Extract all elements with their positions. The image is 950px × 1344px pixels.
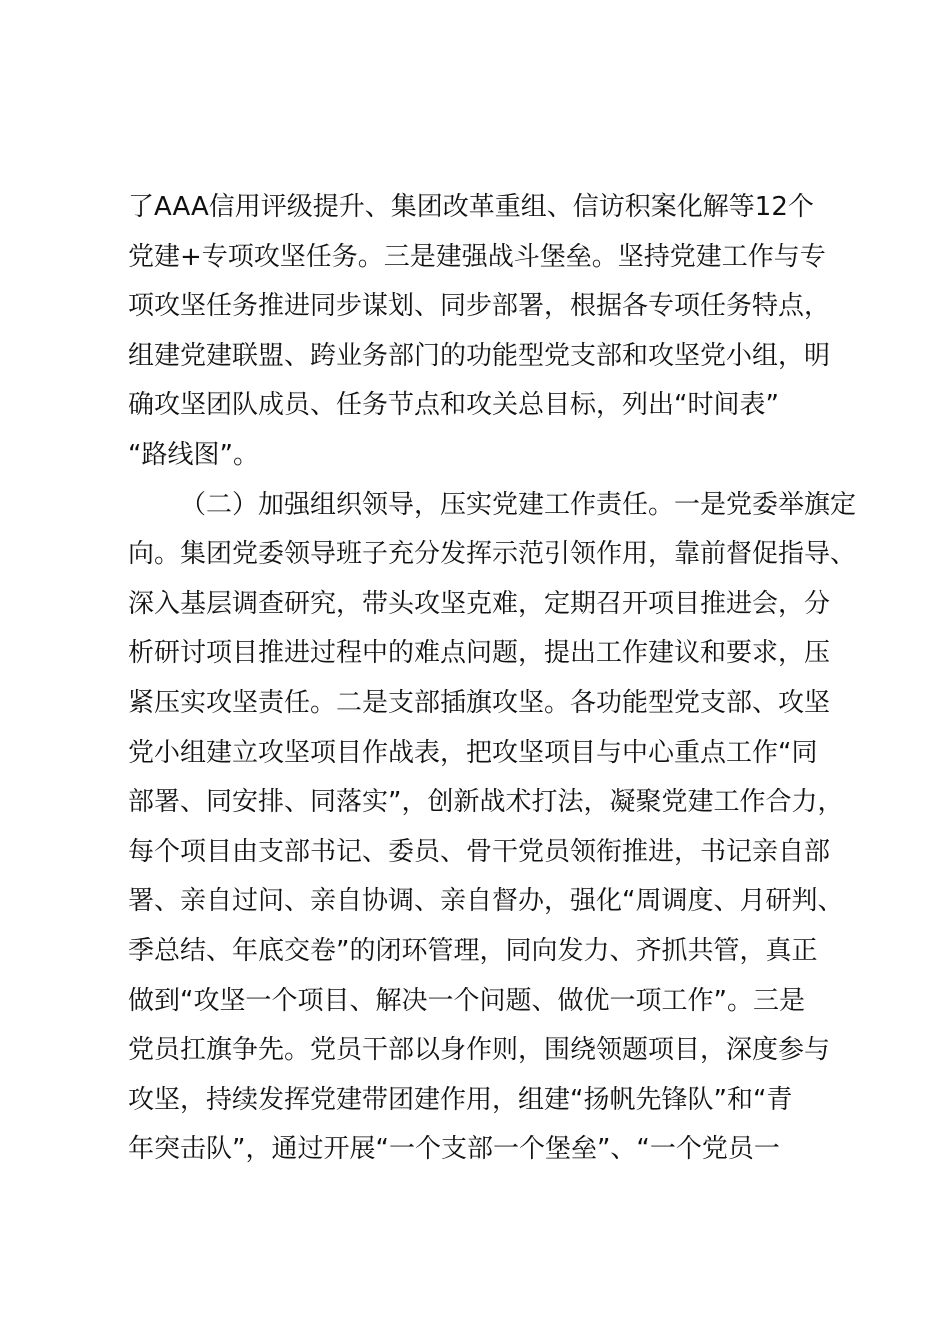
text-line: 部署、同安排、同落实”，创新战术打法，凝聚党建工作合力，	[128, 787, 844, 818]
text-line: 攻坚，持续发挥党建带团建作用，组建“扬帆先锋队”和“青	[128, 1084, 793, 1115]
text-line: 做到“攻坚一个项目、解决一个问题、做优一项工作”。三是	[128, 985, 805, 1016]
text-line: 党建+专项攻坚任务。三是建强战斗堡垒。坚持党建工作与专	[128, 241, 826, 272]
text-line: 党小组建立攻坚项目作战表，把攻坚项目与中心重点工作“同	[128, 737, 818, 768]
body-text	[128, 183, 857, 1175]
text-line: 项攻坚任务推进同步谋划、同步部署，根据各专项任务特点，	[128, 291, 831, 322]
paragraph-first-line: （二）加强组织领导，压实党建工作责任。一是党委举旗定	[180, 489, 857, 520]
text-line: 季总结、年底交卷”的闭环管理，同向发力、齐抓共管，真正	[128, 935, 818, 966]
text-line: 向。集团党委领导班子充分发挥示范引领作用，靠前督促指导、	[128, 539, 857, 570]
text-line: 紧压实攻坚责任。二是支部插旗攻坚。各功能型党支部、攻坚	[128, 687, 831, 718]
text-line: 年突击队”，通过开展“一个支部一个堡垒”、“一个党员一	[128, 1134, 780, 1165]
text-line: 析研讨项目推进过程中的难点问题，提出工作建议和要求，压	[128, 638, 831, 669]
text-line: 每个项目由支部书记、委员、骨干党员领衔推进，书记亲自部	[128, 836, 831, 867]
text-line: 深入基层调查研究，带头攻坚克难，定期召开项目推进会，分	[128, 588, 831, 619]
text-line: 党员扛旗争先。党员干部以身作则，围绕领题项目，深度参与	[128, 1035, 831, 1066]
text-line: “路线图”。	[128, 439, 259, 470]
text-line: 组建党建联盟、跨业务部门的功能型党支部和攻坚党小组，明	[128, 340, 831, 371]
text-line: 署、亲自过问、亲自协调、亲自督办，强化“周调度、月研判、	[128, 886, 844, 917]
text-line: 确攻坚团队成员、任务节点和攻关总目标，列出“时间表”	[128, 390, 779, 421]
text-line: 了AAA信用评级提升、集团改革重组、信访积案化解等12个	[128, 192, 814, 222]
